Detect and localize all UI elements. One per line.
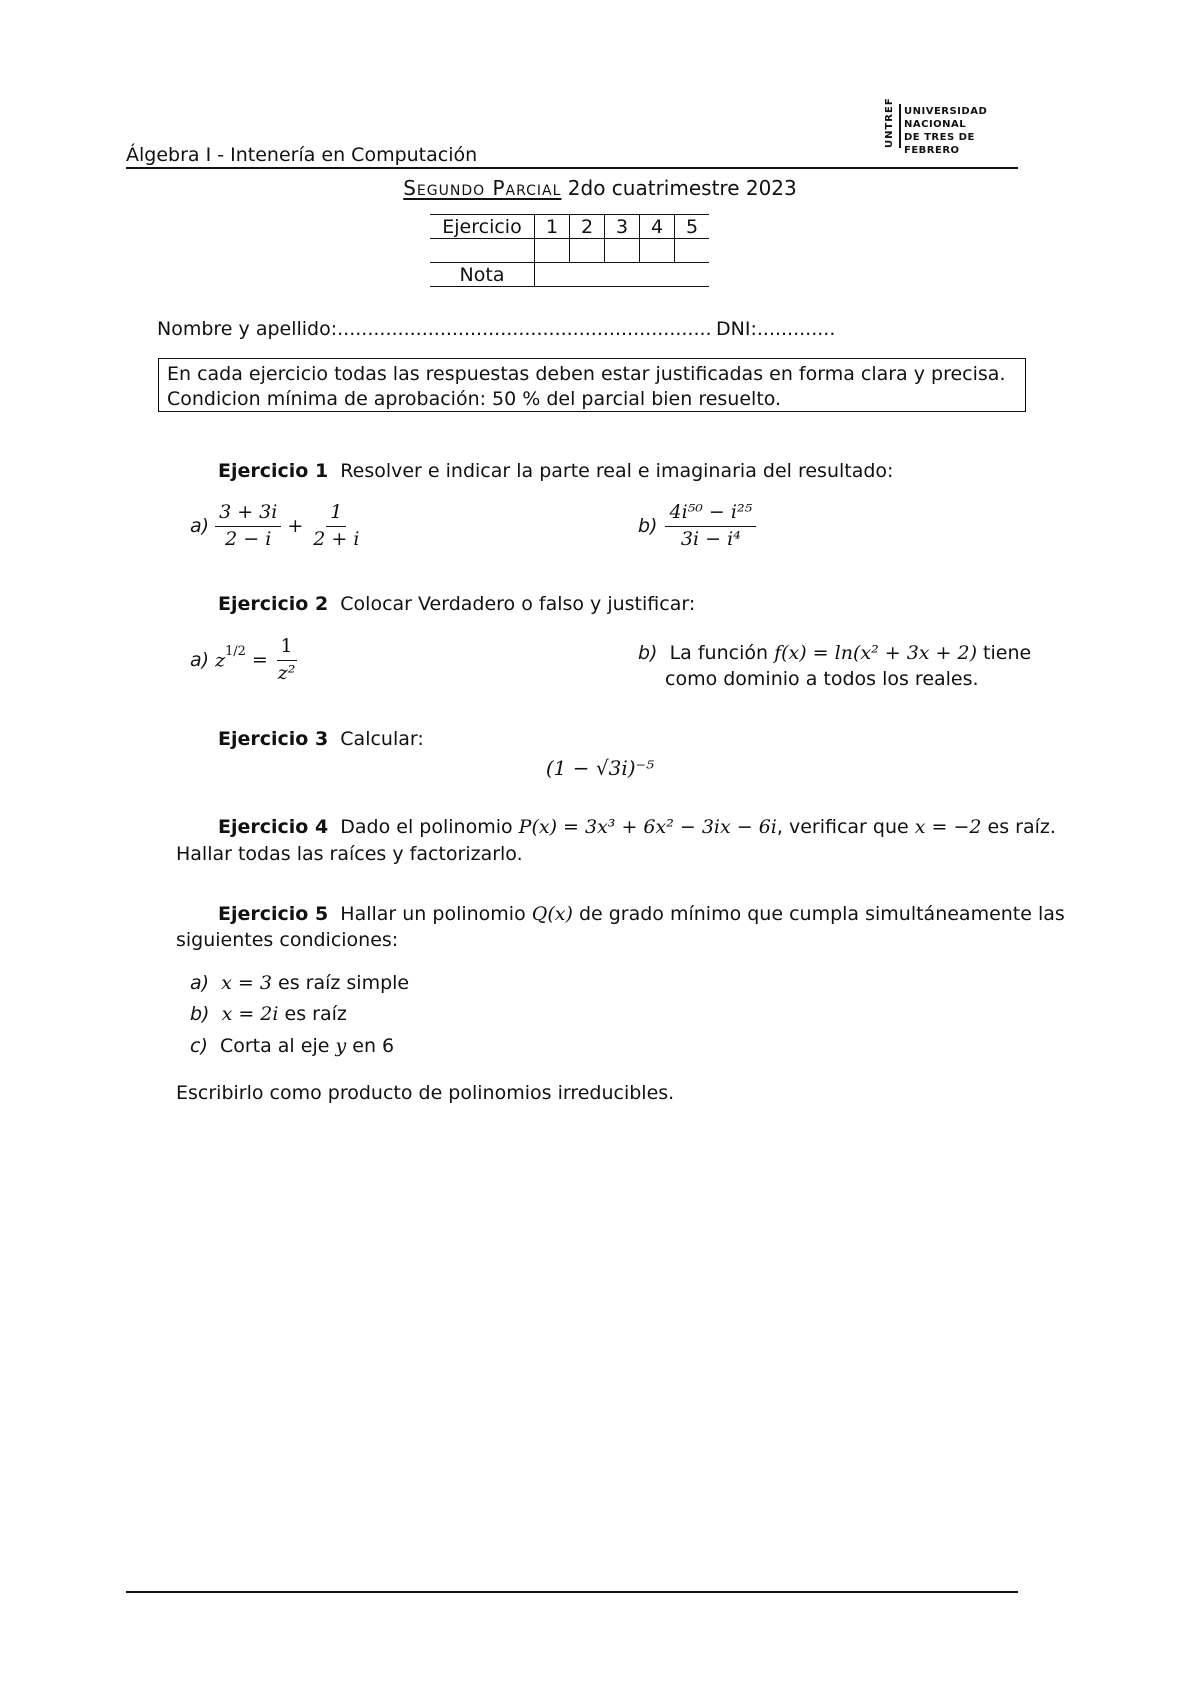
grade-cell-4[interactable] [640,239,675,263]
ex2-b-line-2: como dominio a todos los reales. [665,668,979,690]
ex1-a-plus: + [287,515,304,538]
ex5-title: Ejercicio 5 [218,903,329,925]
grade-total-label: Nota [430,263,535,287]
ex2-a-den: z² [277,661,296,684]
ex4-text-pre: Dado el polinomio [340,816,513,838]
name-dots: .............................................................. [337,318,712,340]
ex2-b-text-post: tiene [983,642,1032,664]
ex5-item-c-math: y [335,1035,347,1057]
ex5-q: Q(x) [531,903,573,925]
ex5-item-b-math: x = 2i [221,1003,279,1025]
ex2-b-text-pre: La función [669,642,769,664]
course-title: Álgebra I - Intenería en Computación [126,144,478,166]
ex5-item-a-label: a) [190,972,210,994]
ex1-part-a [190,500,363,552]
logo-line-2: NACIONAL [904,119,967,130]
grade-table-header-label: Ejercicio [430,215,535,239]
ex2-a-base: z [215,649,226,672]
grade-col-1: 1 [535,215,570,239]
exam-title-main: Segundo Parcial [403,176,562,200]
ex5-line-2: siguientes condiciones: [176,929,399,951]
ex5-line-1 [218,903,1065,925]
footer-rule [126,1591,1018,1593]
ex1-b-num: 4i⁵⁰ − i²⁵ [665,500,756,527]
exam-title [0,176,1200,200]
ex5-item-c-label: c) [190,1035,208,1057]
ex4-text-mid: , verificar que [776,816,909,838]
ex1-b-fraction [665,500,756,552]
grade-table [430,214,709,287]
ex5-item-c-text: en 6 [352,1035,395,1057]
ex2-a-fraction [274,634,300,686]
ex3-title: Ejercicio 3 [218,728,329,750]
ex1-b-label: b) [638,515,658,538]
ex5-item-b [190,1003,347,1025]
ex4-title: Ejercicio 4 [218,816,329,838]
ex3-formula: (1 − √3i)⁻⁵ [545,756,655,780]
ex2-heading [218,593,695,615]
grade-cell-3[interactable] [605,239,640,263]
ex5-item-a-math: x = 3 [221,972,272,994]
ex4-line-2: Hallar todas las raíces y factorizarlo. [176,843,523,865]
ex5-text-post: de grado mínimo que cumpla simultáneamente las [578,903,1065,925]
ex3-text: Calcular: [340,728,424,750]
ex2-part-a [190,634,299,686]
university-logo [884,97,1014,156]
ex1-b-den: 3i − i⁴ [680,527,741,550]
ex1-part-b [638,500,756,552]
ex2-b-label: b) [638,642,658,664]
ex5-closing: Escribirlo como producto de polinomios irreducibles. [176,1082,675,1104]
ex5-text-pre: Hallar un polinomio [340,903,526,925]
ex1-a-fraction-2 [309,500,363,552]
ex2-a-label: a) [190,649,210,672]
ex2-a-power [215,644,246,672]
grade-blank-label [430,239,535,263]
logo-line-1: UNIVERSIDAD [904,106,988,117]
ex2-a-num: 1 [277,634,297,661]
ex4-text-post: es raíz. [987,816,1056,838]
ex5-item-b-text: es raíz [284,1003,347,1025]
ex5-item-a [190,972,409,994]
header-rule [126,167,1018,169]
dni-label: DNI: [716,318,757,340]
ex4-condition: x = −2 [914,816,982,838]
ex1-a-den-1: 2 − i [225,527,272,550]
name-field[interactable] [157,318,712,340]
ex1-text: Resolver e indicar la parte real e imaginaria del resultado: [340,460,894,482]
grade-total-cell[interactable] [535,263,710,287]
ex5-item-c-pre: Corta al eje [219,1035,330,1057]
dni-dots: ............. [756,318,836,340]
ex2-title: Ejercicio 2 [218,593,329,615]
ex1-a-num-2: 1 [326,500,346,527]
grade-col-3: 3 [605,215,640,239]
grade-cell-1[interactable] [535,239,570,263]
ex5-item-c [190,1035,394,1057]
ex2-a-equals: = [251,649,268,672]
instructions-box: En cada ejercicio todas las respuestas deben estar justificadas en forma clara y precisa. Condicion mínima de aprobación: 50 % del parcial bien resuelto. [158,358,1026,412]
ex1-a-den-2: 2 + i [313,527,360,550]
ex1-a-num-1: 3 + 3i [215,500,281,527]
ex1-heading [218,460,893,482]
grade-col-4: 4 [640,215,675,239]
logo-divider [899,104,901,148]
grade-cell-5[interactable] [675,239,710,263]
ex5-item-b-label: b) [190,1003,210,1025]
grade-col-5: 5 [675,215,710,239]
ex3-heading [218,728,424,750]
logo-side-text-container [884,97,898,148]
name-label: Nombre y apellido: [157,318,338,340]
logo-line-3: DE TRES DE FEBRERO [904,132,975,156]
ex1-a-label: a) [190,515,210,538]
ex2-part-b [638,640,1031,692]
exam-title-sub: 2do cuatrimestre 2023 [567,176,797,200]
ex1-a-fraction-1 [215,500,281,552]
ex4-line-1 [218,816,1056,838]
ex4-formula: P(x) = 3x³ + 6x² − 3ix − 6i [518,816,777,838]
ex1-title: Ejercicio 1 [218,460,329,482]
ex2-a-exponent: 1/2 [225,644,246,660]
ex5-item-a-text: es raíz simple [278,972,410,994]
ex2-text: Colocar Verdadero o falso y justificar: [340,593,696,615]
logo-side-text: UNTREF [884,97,895,148]
ex2-b-formula: f(x) = ln(x² + 3x + 2) [774,642,977,664]
grade-col-2: 2 [570,215,605,239]
grade-cell-2[interactable] [570,239,605,263]
dni-field[interactable] [716,318,835,340]
